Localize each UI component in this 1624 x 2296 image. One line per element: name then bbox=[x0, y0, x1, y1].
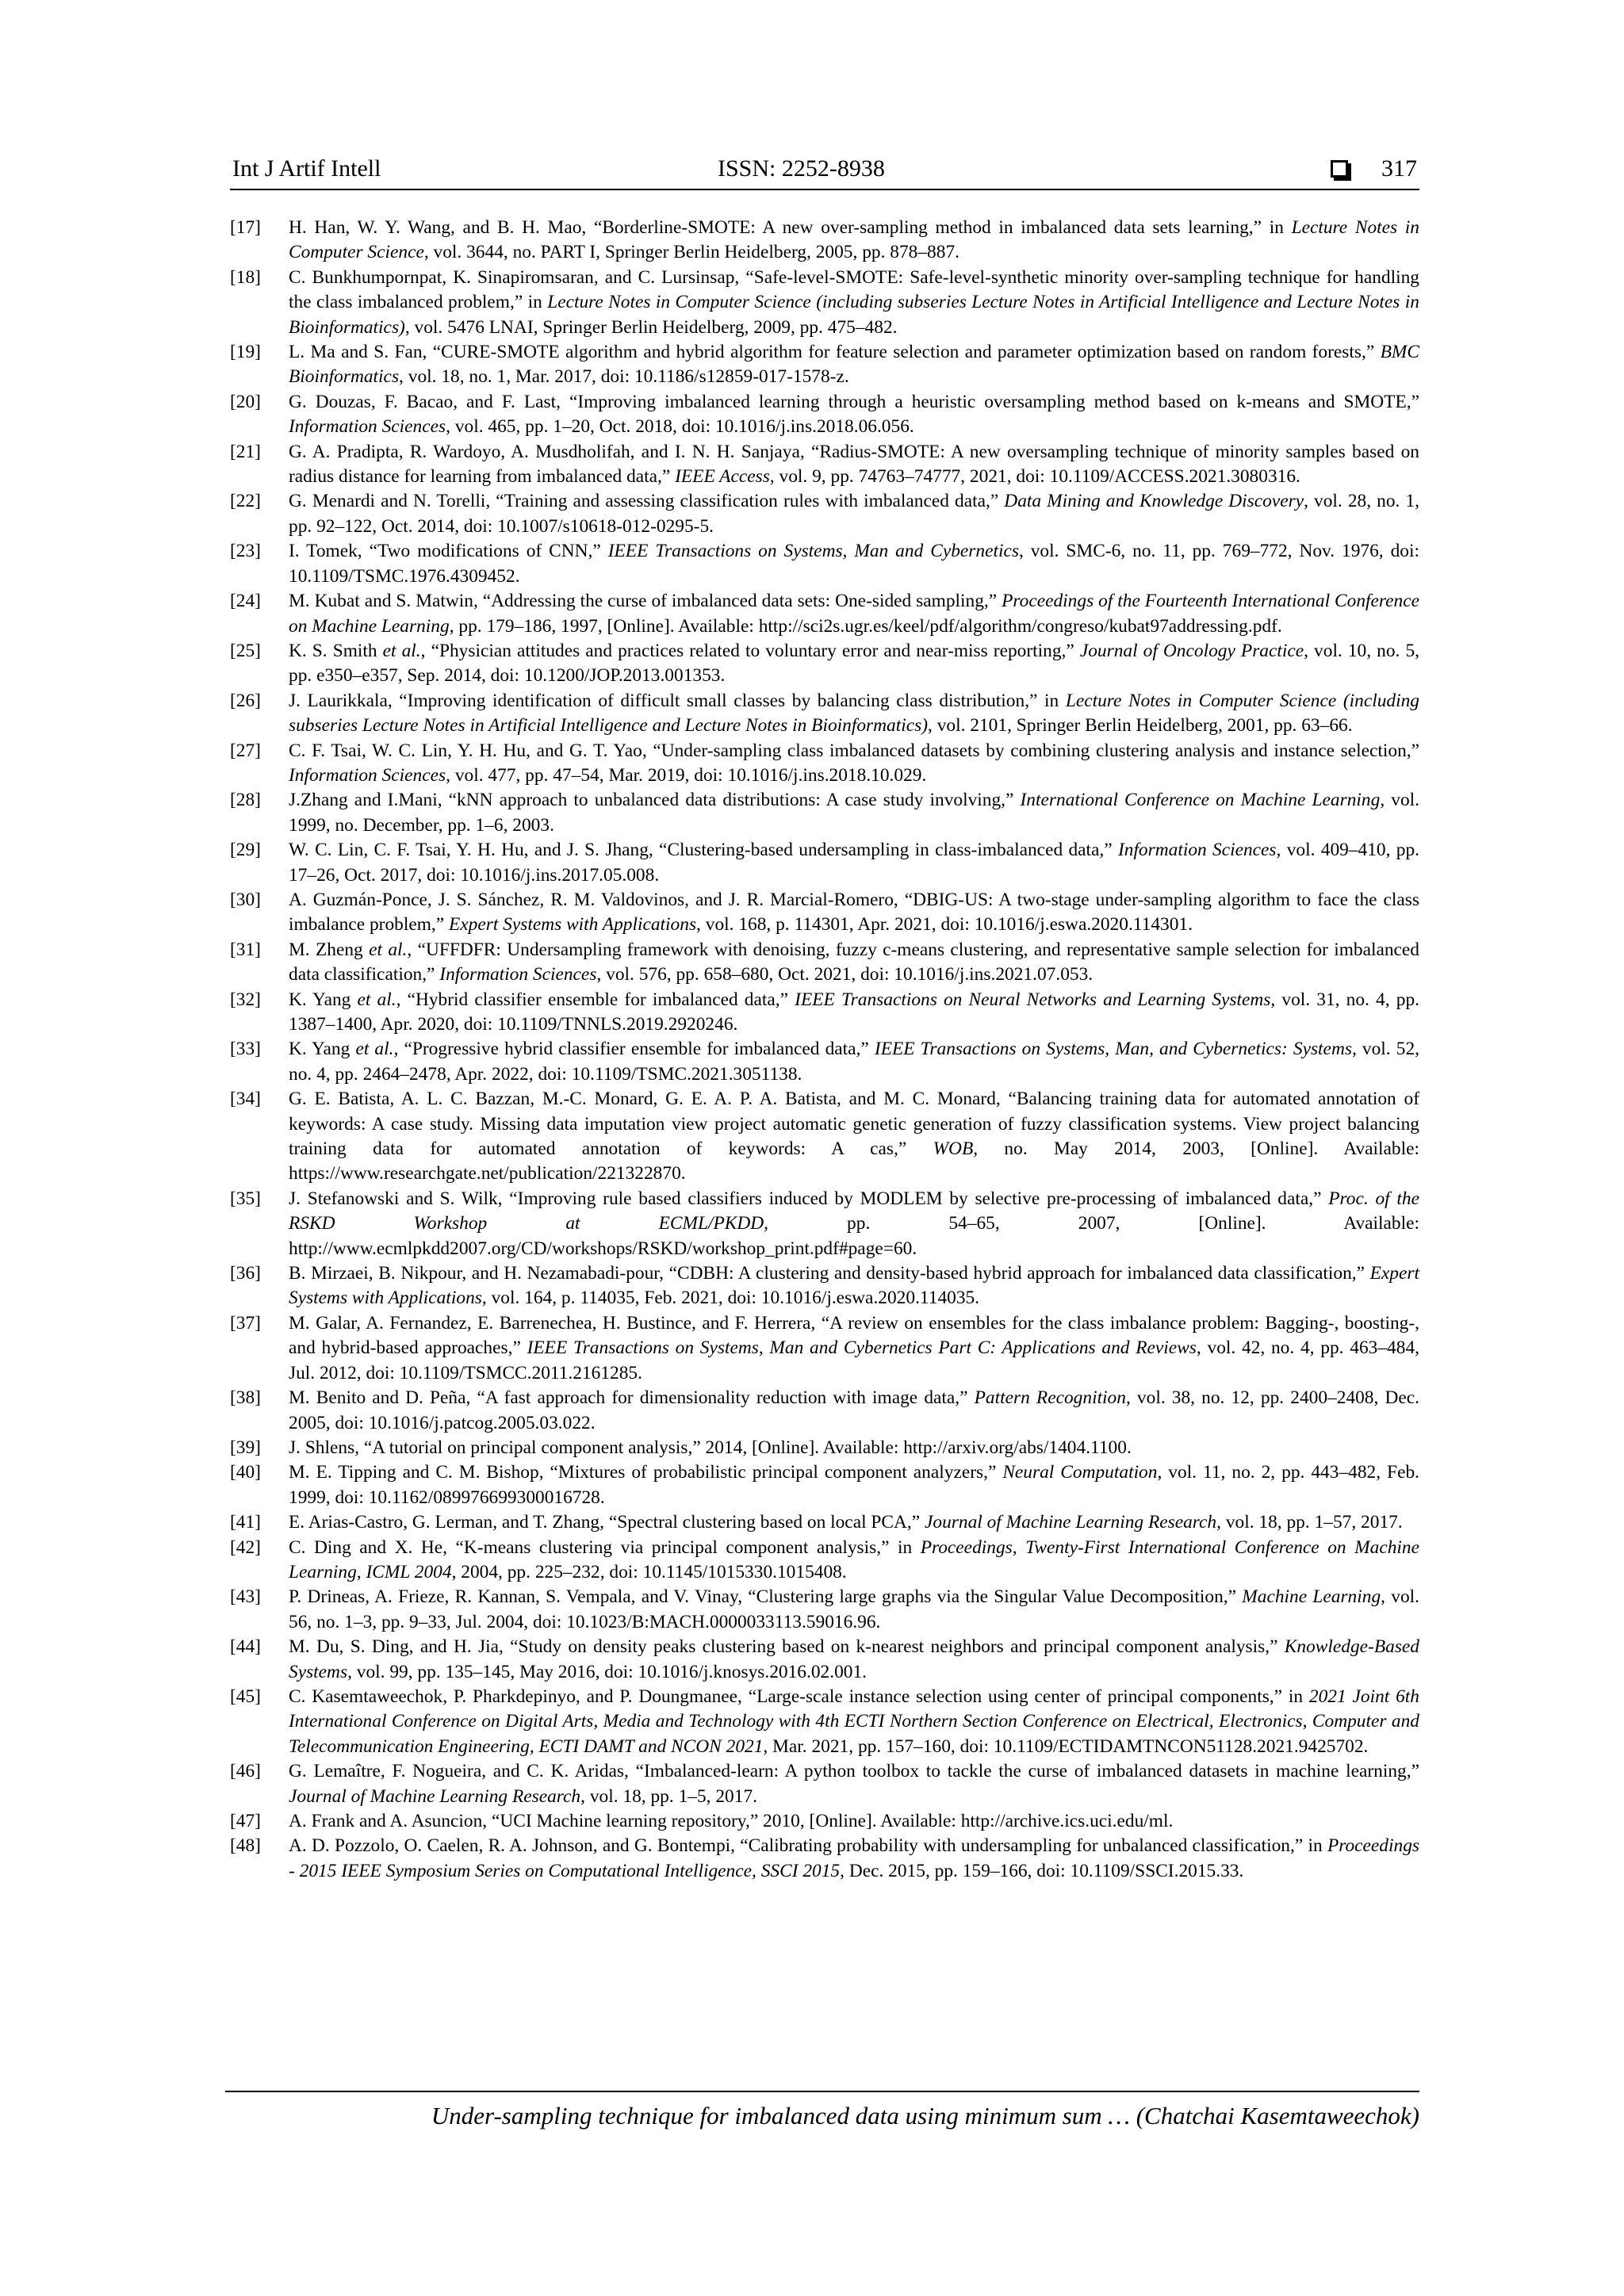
reference-item bbox=[230, 1261, 1419, 1311]
reference-segment: , vol. 18, pp. 1–5, 2017. bbox=[580, 1785, 757, 1807]
reference-segment: , vol. 42, no. 4, pp. 463–484, Jul. 2012, doi: 10.1109/TSMCC.2011.2161285. bbox=[289, 1337, 1419, 1383]
reference-segment: C. F. Tsai, W. C. Lin, Y. H. Hu, and G. T. Yao, “Under-sampling class imbalanced datasets by combining clustering analysis and instance selection,” bbox=[289, 740, 1419, 761]
reference-segment: M. Kubat and S. Matwin, “Addressing the curse of imbalanced data sets: One-sided sampling,” bbox=[289, 591, 1002, 612]
footer-rule bbox=[225, 2091, 1419, 2092]
reference-text bbox=[289, 1311, 1419, 1386]
reference-italic-segment: IEEE Transactions on Neural Networks and Learning Systems bbox=[795, 989, 1271, 1010]
reference-text bbox=[289, 1834, 1419, 1884]
reference-segment: C. Kasemtaweechok, P. Pharkdepinyo, and P. Doungmanee, “Large-scale instance selection using center of principal components,” in bbox=[289, 1686, 1309, 1707]
reference-italic-segment: IEEE Transactions on Systems, Man, and Cybernetics: Systems bbox=[874, 1039, 1352, 1060]
reference-text bbox=[289, 639, 1419, 689]
reference-segment: , “Physician attitudes and practices related to voluntary error and near-miss reporting,” bbox=[420, 640, 1080, 661]
reference-number: [33] bbox=[230, 1039, 261, 1060]
reference-number: [22] bbox=[230, 491, 261, 512]
reference-item bbox=[230, 1311, 1419, 1386]
reference-item bbox=[230, 1037, 1419, 1087]
reference-italic-segment: Information Sciences bbox=[439, 964, 597, 985]
reference-italic-segment: Proceedings - 2015 IEEE Symposium Series on Computational Intelligence, SSCI 2015 bbox=[289, 1835, 1419, 1881]
reference-text bbox=[289, 1510, 1419, 1535]
reference-segment: G. Lemaître, F. Nogueira, and C. K. Aridas, “Imbalanced-learn: A python toolbox to tackle the curse of imbalanced datasets in machine learning,” bbox=[289, 1761, 1419, 1782]
page-number-group bbox=[1331, 155, 1417, 182]
reference-italic-segment: Lecture Notes in Computer Science (including subseries Lecture Notes in Artificial Intelligence and Lecture Notes in Bioinformatics) bbox=[289, 292, 1419, 338]
reference-segment: L. Ma and S. Fan, “CURE-SMOTE algorithm and hybrid algorithm for feature selection and parameter optimization based on random forests,” bbox=[289, 342, 1381, 363]
reference-item bbox=[230, 1510, 1419, 1535]
reference-text bbox=[289, 1536, 1419, 1586]
reference-italic-segment: et al. bbox=[369, 939, 408, 960]
reference-number: [36] bbox=[230, 1263, 261, 1284]
reference-number: [19] bbox=[230, 342, 261, 363]
reference-segment: , Dec. 2015, pp. 159–166, doi: 10.1109/SSCI.2015.33. bbox=[840, 1860, 1244, 1881]
reference-segment: I. Tomek, “Two modifications of CNN,” bbox=[289, 541, 608, 562]
reference-text bbox=[289, 838, 1419, 888]
reference-text bbox=[289, 988, 1419, 1038]
reference-segment: , pp. 54–65, 2007, [Online]. Available: http://www.ecmlpkdd2007.org/CD/workshops/RSKD/workshop_print.pdf#page=60. bbox=[289, 1213, 1419, 1259]
reference-italic-segment: Information Sciences bbox=[289, 764, 446, 786]
reference-text bbox=[289, 539, 1419, 589]
page-number: 317 bbox=[1381, 155, 1417, 182]
reference-italic-segment: 2021 Joint 6th International Conference on Digital Arts, Media and Technology with 4th ECTI Northern Section Conference on Electrical, Electronics, Computer and Telecommunication Engineering, ECTI DAMT and NCON 2021 bbox=[289, 1686, 1419, 1757]
reference-segment: J.Zhang and I.Mani, “kNN approach to unbalanced data distributions: A case study involving,” bbox=[289, 790, 1021, 811]
reference-segment: , vol. 18, no. 1, Mar. 2017, doi: 10.1186/s12859-017-1578-z. bbox=[399, 366, 849, 388]
journal-name: Int J Artif Intell bbox=[232, 155, 381, 182]
reference-number: [30] bbox=[230, 889, 261, 910]
reference-italic-segment: Journal of Oncology Practice bbox=[1079, 640, 1304, 661]
reference-segment: , vol. 52, no. 4, pp. 2464–2478, Apr. 2022, doi: 10.1109/TSMC.2021.3051138. bbox=[289, 1039, 1419, 1085]
running-title: Under-sampling technique for imbalanced data using minimum sum … (Chatchai Kasemtaweechok) bbox=[431, 2102, 1419, 2130]
reference-text bbox=[289, 1585, 1419, 1635]
reference-number: [39] bbox=[230, 1437, 261, 1458]
reference-segment: , vol. 465, pp. 1–20, Oct. 2018, doi: 10.1016/j.ins.2018.06.056. bbox=[446, 416, 914, 438]
reference-number: [28] bbox=[230, 790, 261, 811]
reference-item bbox=[230, 838, 1419, 888]
reference-item bbox=[230, 216, 1419, 266]
reference-item bbox=[230, 266, 1419, 340]
reference-segment: A. Guzmán-Ponce, J. S. Sánchez, R. M. Valdovinos, and J. R. Marcial-Romero, “DBIG-US: A two-stage under-sampling algorithm to face the class imbalance problem,” bbox=[289, 889, 1419, 936]
reference-segment: , vol. 28, no. 1, pp. 92–122, Oct. 2014, doi: 10.1007/s10618-012-0295-5. bbox=[289, 491, 1419, 537]
reference-number: [23] bbox=[230, 541, 261, 562]
reference-segment: , vol. 168, p. 114301, Apr. 2021, doi: 10.1016/j.eswa.2020.114301. bbox=[696, 914, 1193, 936]
reference-text bbox=[289, 1635, 1419, 1685]
reference-segment: , vol. SMC-6, no. 11, pp. 769–772, Nov. 1976, doi: 10.1109/TSMC.1976.4309452. bbox=[289, 541, 1419, 587]
reference-italic-segment: Proceedings, Twenty-First International Conference on Machine Learning, ICML 2004 bbox=[289, 1536, 1419, 1582]
reference-italic-segment: Information Sciences bbox=[1117, 840, 1277, 861]
reference-italic-segment: IEEE Access bbox=[675, 466, 770, 488]
reference-number: [25] bbox=[230, 640, 261, 661]
reference-segment: G. A. Pradipta, R. Wardoyo, A. Musdholifah, and I. N. H. Sanjaya, “Radius-SMOTE: A new oversampling technique of minority samples based on radius distance for learning from imbalanced data,” bbox=[289, 441, 1419, 488]
reference-item bbox=[230, 788, 1419, 838]
reference-segment: J. Stefanowski and S. Wilk, “Improving rule based classifiers induced by MODLEM by selective pre-processing of imbalanced data,” bbox=[289, 1188, 1329, 1209]
reference-segment: , vol. 409–410, pp. 17–26, Oct. 2017, doi: 10.1016/j.ins.2017.05.008. bbox=[289, 840, 1420, 886]
reference-item bbox=[230, 440, 1419, 490]
reference-italic-segment: BMC Bioinformatics bbox=[289, 342, 1419, 388]
header-rule bbox=[230, 189, 1419, 190]
reference-italic-segment: Lecture Notes in Computer Science bbox=[289, 217, 1419, 263]
reference-text bbox=[289, 689, 1419, 739]
reference-italic-segment: Knowledge-Based Systems bbox=[289, 1636, 1419, 1682]
reference-number: [31] bbox=[230, 939, 261, 960]
reference-text bbox=[289, 888, 1419, 938]
reference-item bbox=[230, 1834, 1419, 1884]
reference-number: [46] bbox=[230, 1761, 261, 1782]
reference-segment: G. Douzas, F. Bacao, and F. Last, “Improving imbalanced learning through a heuristic oversampling method based on k-means and SMOTE,” bbox=[289, 391, 1419, 412]
reference-list bbox=[230, 216, 1419, 1884]
reference-item bbox=[230, 340, 1419, 390]
reference-italic-segment: Data Mining and Knowledge Discovery bbox=[1004, 491, 1304, 512]
reference-text bbox=[289, 1087, 1419, 1187]
reference-item bbox=[230, 1536, 1419, 1586]
reference-text bbox=[289, 440, 1419, 490]
reference-item bbox=[230, 938, 1419, 988]
reference-number: [29] bbox=[230, 840, 261, 861]
reference-item bbox=[230, 1436, 1419, 1460]
reference-number: [40] bbox=[230, 1462, 261, 1483]
reference-segment: , “UFFDFR: Undersampling framework with denoising, fuzzy c-means clustering, and representative sample selection for imbalanced data classification,” bbox=[289, 939, 1419, 985]
reference-text bbox=[289, 266, 1419, 340]
reference-italic-segment: WOB bbox=[933, 1138, 974, 1160]
reference-segment: , vol. 3644, no. PART I, Springer Berlin Heidelberg, 2005, pp. 878–887. bbox=[423, 242, 959, 263]
reference-number: [41] bbox=[230, 1512, 261, 1533]
reference-italic-segment: Expert Systems with Applications bbox=[289, 1263, 1419, 1309]
reference-text bbox=[289, 739, 1419, 789]
reference-italic-segment: Expert Systems with Applications bbox=[448, 914, 697, 936]
reference-number: [20] bbox=[230, 391, 261, 412]
reference-segment: , vol. 56, no. 1–3, pp. 9–33, Jul. 2004, doi: 10.1023/B:MACH.0000033113.59016.96. bbox=[289, 1586, 1419, 1632]
reference-italic-segment: Information Sciences bbox=[289, 416, 446, 438]
reference-italic-segment: Pattern Recognition bbox=[974, 1387, 1126, 1409]
reference-segment: P. Drineas, A. Frieze, R. Kannan, S. Vempala, and V. Vinay, “Clustering large graphs via the Singular Value Decomposition,” bbox=[289, 1586, 1243, 1608]
reference-text bbox=[289, 1685, 1419, 1759]
reference-italic-segment: Neural Computation bbox=[1002, 1462, 1158, 1483]
reference-number: [21] bbox=[230, 441, 261, 462]
reference-text bbox=[289, 1809, 1419, 1834]
reference-number: [17] bbox=[230, 217, 261, 238]
reference-number: [35] bbox=[230, 1188, 261, 1209]
reference-segment: , vol. 576, pp. 658–680, Oct. 2021, doi: 10.1016/j.ins.2021.07.053. bbox=[596, 964, 1094, 985]
reference-italic-segment: Lecture Notes in Computer Science (including subseries Lecture Notes in Artificial Intelligence and Lecture Notes in Bioinformatics) bbox=[289, 690, 1419, 737]
reference-segment: , vol. 1999, no. December, pp. 1–6, 2003. bbox=[289, 790, 1419, 836]
reference-segment: , no. May 2014, 2003, [Online]. Available: https://www.researchgate.net/publication/221322870. bbox=[289, 1138, 1419, 1184]
reference-segment: , vol. 9, pp. 74763–74777, 2021, doi: 10.1109/ACCESS.2021.3080316. bbox=[769, 466, 1300, 488]
reference-text bbox=[289, 1037, 1419, 1087]
reference-number: [32] bbox=[230, 989, 261, 1010]
reference-segment: M. Benito and D. Peña, “A fast approach for dimensionality reduction with image data,” bbox=[289, 1387, 975, 1409]
reference-number: [48] bbox=[230, 1835, 261, 1857]
reference-italic-segment: Machine Learning bbox=[1242, 1586, 1381, 1608]
reference-segment: W. C. Lin, C. F. Tsai, Y. H. Hu, and J. S. Jhang, “Clustering-based undersampling in class-imbalanced data,” bbox=[289, 840, 1118, 861]
reference-segment: H. Han, W. Y. Wang, and B. H. Mao, “Borderline-SMOTE: A new over-sampling method in imbalanced data sets learning,” in bbox=[289, 217, 1292, 238]
reference-segment: , 2004, pp. 225–232, doi: 10.1145/1015330.1015408. bbox=[451, 1561, 847, 1582]
reference-segment: J. Shlens, “A tutorial on principal component analysis,” 2014, [Online]. Available: http://arxiv.org/abs/1404.1100. bbox=[289, 1437, 1132, 1458]
reference-segment: M. E. Tipping and C. M. Bishop, “Mixtures of probabilistic principal component analyzers,” bbox=[289, 1462, 1003, 1483]
reference-text bbox=[289, 938, 1419, 988]
reference-number: [42] bbox=[230, 1536, 261, 1558]
reference-item bbox=[230, 988, 1419, 1038]
reference-segment: E. Arias-Castro, G. Lerman, and T. Zhang, “Spectral clustering based on local PCA,” bbox=[289, 1512, 925, 1533]
reference-segment: , vol. 18, pp. 1–57, 2017. bbox=[1216, 1512, 1403, 1533]
reference-italic-segment: International Conference on Machine Learning bbox=[1020, 790, 1381, 811]
reference-item bbox=[230, 1087, 1419, 1187]
reference-segment: , “Hybrid classifier ensemble for imbalanced data,” bbox=[396, 989, 795, 1010]
reference-item bbox=[230, 1460, 1419, 1510]
reference-item bbox=[230, 689, 1419, 739]
reference-segment: J. Laurikkala, “Improving identification of difficult small classes by balancing class distribution,” in bbox=[289, 690, 1066, 711]
reference-segment: , vol. 2101, Springer Berlin Heidelberg, 2001, pp. 63–66. bbox=[928, 715, 1353, 737]
reference-segment: A. Frank and A. Asuncion, “UCI Machine learning repository,” 2010, [Online]. Available: http://archive.ics.uci.edu/ml. bbox=[289, 1811, 1174, 1831]
reference-segment: , vol. 31, no. 4, pp. 1387–1400, Apr. 2020, doi: 10.1109/TNNLS.2019.2920246. bbox=[289, 989, 1419, 1035]
reference-item bbox=[230, 1685, 1419, 1759]
reference-segment: M. Du, S. Ding, and H. Jia, “Study on density peaks clustering based on k-nearest neighbors and principal component analysis,” bbox=[289, 1636, 1285, 1658]
reference-number: [24] bbox=[230, 591, 261, 612]
reference-text bbox=[289, 390, 1419, 440]
reference-segment: K. Yang bbox=[289, 1039, 356, 1060]
reference-text bbox=[289, 1436, 1419, 1460]
reference-italic-segment: IEEE Transactions on Systems, Man and Cybernetics bbox=[607, 541, 1019, 562]
reference-italic-segment: et al. bbox=[382, 640, 421, 661]
reference-number: [44] bbox=[230, 1636, 261, 1658]
reference-segment: G. Menardi and N. Torelli, “Training and assessing classification rules with imbalanced data,” bbox=[289, 491, 1005, 512]
reference-segment: G. E. Batista, A. L. C. Bazzan, M.-C. Monard, G. E. A. P. A. Batista, and M. C. Monard, “Balancing training data for automated annotation of keywords: A case study. Missing data imputation view project automatic genetic generation of fuzzy classification systems. View project balancing training data for automated annotation of keywords: A cas,” bbox=[289, 1089, 1419, 1160]
reference-item bbox=[230, 888, 1419, 938]
reference-item bbox=[230, 739, 1419, 789]
square-bullet-icon bbox=[1331, 160, 1348, 178]
reference-item bbox=[230, 539, 1419, 589]
reference-number: [38] bbox=[230, 1387, 261, 1409]
reference-text bbox=[289, 788, 1419, 838]
reference-italic-segment: Proceedings of the Fourteenth International Conference on Machine Learning bbox=[289, 591, 1419, 637]
reference-segment: , “Progressive hybrid classifier ensemble for imbalanced data,” bbox=[393, 1039, 875, 1060]
reference-text bbox=[289, 1460, 1419, 1510]
reference-italic-segment: IEEE Transactions on Systems, Man and Cybernetics Part C: Applications and Reviews bbox=[527, 1337, 1197, 1359]
reference-item bbox=[230, 1809, 1419, 1834]
reference-text bbox=[289, 1261, 1419, 1311]
reference-number: [45] bbox=[230, 1686, 261, 1707]
reference-segment: A. D. Pozzolo, O. Caelen, R. A. Johnson, and G. Bontempi, “Calibrating probability with undersampling for unbalanced classification,” in bbox=[289, 1835, 1327, 1857]
reference-item bbox=[230, 489, 1419, 539]
reference-segment: , pp. 179–186, 1997, [Online]. Available: http://sci2s.ugr.es/keel/pdf/algorithm/congreso/kubat97addressing.pdf. bbox=[449, 615, 1282, 637]
reference-text bbox=[289, 489, 1419, 539]
reference-segment: M. Zheng bbox=[289, 939, 370, 960]
reference-segment: M. Galar, A. Fernandez, E. Barrenechea, H. Bustince, and F. Herrera, “A review on ensembles for the class imbalance problem: Bagging-, boosting-, and hybrid-based approaches,” bbox=[289, 1312, 1419, 1359]
reference-item bbox=[230, 1187, 1419, 1261]
reference-segment: , vol. 164, p. 114035, Feb. 2021, doi: 10.1016/j.eswa.2020.114035. bbox=[481, 1288, 980, 1309]
page-header bbox=[232, 155, 1417, 189]
reference-item bbox=[230, 1585, 1419, 1635]
reference-segment: C. Ding and X. He, “K-means clustering via principal component analysis,” in bbox=[289, 1536, 921, 1558]
reference-text bbox=[289, 1759, 1419, 1809]
reference-number: [37] bbox=[230, 1312, 261, 1334]
reference-segment: , vol. 38, no. 12, pp. 2400–2408, Dec. 2005, doi: 10.1016/j.patcog.2005.03.022. bbox=[289, 1387, 1419, 1433]
reference-item bbox=[230, 639, 1419, 689]
reference-text bbox=[289, 340, 1419, 390]
reference-number: [34] bbox=[230, 1089, 261, 1110]
reference-segment: K. S. Smith bbox=[289, 640, 383, 661]
reference-text bbox=[289, 216, 1419, 266]
reference-item bbox=[230, 1386, 1419, 1436]
reference-italic-segment: Proc. of the RSKD Workshop at ECML/PKDD bbox=[289, 1188, 1419, 1234]
issn: ISSN: 2252-8938 bbox=[718, 155, 885, 182]
reference-text bbox=[289, 1187, 1419, 1261]
reference-number: [47] bbox=[230, 1811, 261, 1831]
reference-text bbox=[289, 1386, 1419, 1436]
reference-item bbox=[230, 589, 1419, 639]
reference-text bbox=[289, 589, 1419, 639]
reference-item bbox=[230, 1635, 1419, 1685]
reference-item bbox=[230, 390, 1419, 440]
reference-number: [18] bbox=[230, 266, 261, 288]
reference-segment: C. Bunkhumpornpat, K. Sinapiromsaran, and C. Lursinsap, “Safe-level-SMOTE: Safe-level-synthetic minority over-sampling technique for handling the class imbalanced problem,” in bbox=[289, 266, 1419, 313]
reference-segment: , vol. 11, no. 2, pp. 443–482, Feb. 1999, doi: 10.1162/089976699300016728. bbox=[289, 1462, 1419, 1508]
reference-number: [27] bbox=[230, 740, 261, 761]
reference-segment: B. Mirzaei, B. Nikpour, and H. Nezamabadi-pour, “CDBH: A clustering and density-based hybrid approach for imbalanced data classification,” bbox=[289, 1263, 1370, 1284]
reference-segment: , vol. 5476 LNAI, Springer Berlin Heidelberg, 2009, pp. 475–482. bbox=[404, 316, 898, 338]
reference-item bbox=[230, 1759, 1419, 1809]
reference-italic-segment: Journal of Machine Learning Research bbox=[925, 1512, 1217, 1533]
reference-italic-segment: Journal of Machine Learning Research bbox=[289, 1785, 581, 1807]
reference-italic-segment: et al. bbox=[355, 1039, 394, 1060]
reference-segment: , vol. 99, pp. 135–145, May 2016, doi: 10.1016/j.knosys.2016.02.001. bbox=[347, 1661, 868, 1682]
reference-segment: K. Yang bbox=[289, 989, 358, 1010]
reference-number: [26] bbox=[230, 690, 261, 711]
reference-number: [43] bbox=[230, 1586, 261, 1608]
reference-segment: , vol. 477, pp. 47–54, Mar. 2019, doi: 10.1016/j.ins.2018.10.029. bbox=[446, 764, 927, 786]
reference-segment: , vol. 10, no. 5, pp. e350–e357, Sep. 2014, doi: 10.1200/JOP.2013.001353. bbox=[289, 640, 1419, 687]
reference-italic-segment: et al. bbox=[357, 989, 396, 1010]
reference-segment: , Mar. 2021, pp. 157–160, doi: 10.1109/ECTIDAMTNCON51128.2021.9425702. bbox=[763, 1735, 1369, 1757]
